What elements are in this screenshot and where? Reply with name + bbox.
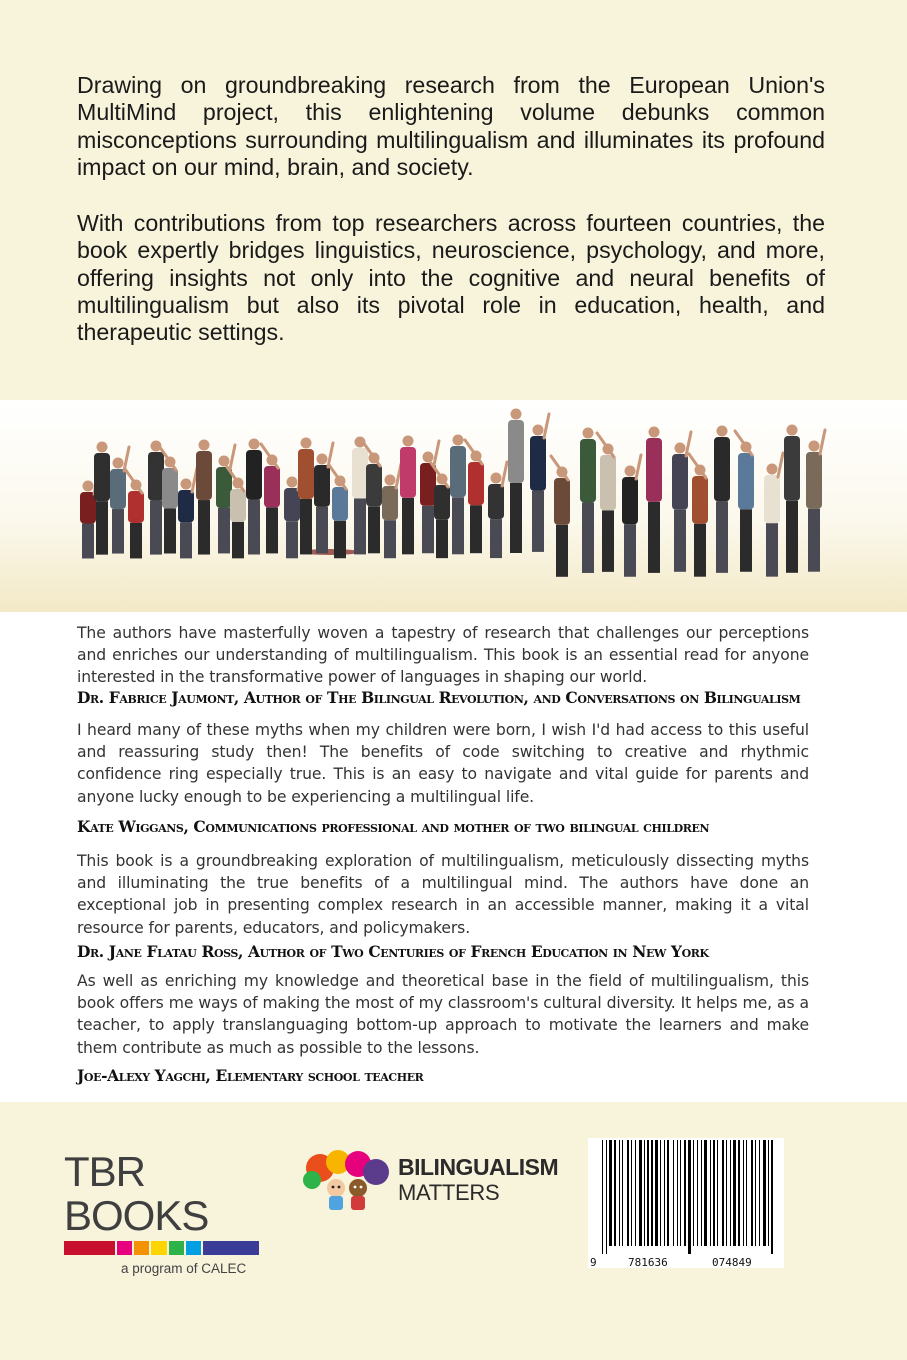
- barcode-bar: [710, 1140, 711, 1246]
- person-silhouette: [530, 414, 549, 552]
- person-silhouette: [94, 442, 110, 555]
- color-bar: [169, 1241, 184, 1255]
- barcode-bar: [726, 1140, 727, 1246]
- barcode-lead-digit: 9: [590, 1256, 597, 1269]
- barcode-bar: [644, 1140, 645, 1246]
- color-bar: [134, 1241, 149, 1255]
- person-silhouette: [646, 427, 662, 573]
- barcode-bar: [693, 1140, 694, 1246]
- person-silhouette: [465, 440, 484, 553]
- barcode-bar: [771, 1140, 773, 1254]
- barcode-bar: [684, 1140, 686, 1246]
- barcode-bar: [609, 1140, 612, 1246]
- person-silhouette: [764, 453, 783, 577]
- blurb-section: [0, 0, 907, 400]
- publisher-tagline: a program of CALEC: [121, 1261, 247, 1276]
- barcode-bar: [751, 1140, 753, 1246]
- barcode-bar: [655, 1140, 658, 1246]
- barcode-group-2: 074849: [712, 1256, 752, 1269]
- barcode-bar: [614, 1140, 616, 1246]
- color-bar: [203, 1241, 259, 1255]
- barcode-bar: [651, 1140, 653, 1246]
- barcode-bar: [606, 1140, 607, 1254]
- person-silhouette: [382, 464, 401, 558]
- color-bar-strip: [64, 1241, 259, 1255]
- endorsement-attribution-4: Joe-Alexy Yagchi, Elementary school teacher: [77, 1066, 424, 1085]
- barcode-bar: [704, 1140, 707, 1246]
- barcode-bar: [701, 1140, 702, 1246]
- endorsement-quote-1: The authors have masterfully woven a tapestry of research that challenges our perceptions and enriches our understanding of multilingualism. This book is an essential read for anyone interested in the transformative power of languages in shaping our world.: [77, 624, 809, 687]
- color-bar: [151, 1241, 166, 1255]
- partner-line-2: MATTERS: [398, 1180, 500, 1205]
- barcode-bar: [759, 1140, 760, 1246]
- barcode-bar: [738, 1140, 740, 1246]
- person-silhouette: [714, 426, 730, 573]
- barcode-bar: [664, 1140, 665, 1246]
- person-silhouette: [400, 436, 416, 555]
- barcode-bar: [763, 1140, 766, 1246]
- person-silhouette: [735, 431, 754, 572]
- barcode-bar: [673, 1140, 674, 1246]
- endorsement-quote-3: This book is a groundbreaking exploration of multilingualism, meticulously dissecting myths and illuminating the true benefits of a multilingual mind. The authors have done an exceptional job in presenting complex research in an accessible manner, making it a vital resource for parents, educators, and policymakers.: [77, 852, 809, 937]
- person-silhouette: [597, 433, 616, 572]
- barcode-bar: [680, 1140, 681, 1246]
- person-silhouette: [784, 425, 800, 573]
- person-silhouette: [488, 462, 507, 558]
- person-silhouette: [178, 468, 197, 558]
- tbr-books-logo: [64, 1150, 259, 1276]
- blurb-paragraph-1: Drawing on groundbreaking research from the European Union's MultiMind project, this enlightening volume debunks common misconceptions surrounding multilingualism and illuminates its profound impact on our mind, brain, and society.: [77, 72, 825, 180]
- barcode-bar: [743, 1140, 744, 1246]
- barcode-bar: [667, 1140, 669, 1246]
- person-silhouette: [622, 455, 641, 577]
- group-photo: [0, 400, 907, 612]
- person-silhouette: [246, 439, 262, 555]
- barcode-bar: [602, 1140, 603, 1254]
- endorsement-attribution-3: Dr. Jane Flatau Ross, Author of Two Centuries of French Education in New York: [77, 942, 709, 961]
- endorsement-quote-4: As well as enriching my knowledge and theoretical base in the field of multilingualism, this book offers me ways of making the most of my classroom's cultural diversity. It helps me, as a teacher, to apply translanguaging bottom-up approach to motivate the learners and make them contribute as much as possible to the lessons.: [77, 972, 809, 1057]
- barcode-bar: [622, 1140, 623, 1246]
- endorsements-section: [0, 612, 907, 1102]
- endorsement-quote-2: I heard many of these myths when my children were born, I wish I'd had access to this useful and reassuring study then! The benefits of code switching to creative and rhythmic confidence ring especially true. This is an easy to navigate and vital guide for parents and anyone lucky enough to be experiencing a multilingual life.: [77, 721, 809, 806]
- barcode-bar: [688, 1140, 691, 1254]
- barcode-bar: [755, 1140, 756, 1246]
- person-silhouette: [806, 430, 825, 572]
- publisher-name: TBR BOOKS: [64, 1148, 209, 1239]
- color-bar: [117, 1241, 132, 1255]
- person-silhouette: [125, 469, 144, 558]
- barcode-bar: [639, 1140, 642, 1246]
- person-silhouette: [298, 438, 314, 555]
- barcode-bar: [768, 1140, 769, 1246]
- barcode-group-1: 781636: [628, 1256, 668, 1269]
- barcode-bar: [746, 1140, 747, 1246]
- barcode-bar: [722, 1140, 724, 1246]
- person-silhouette: [551, 456, 570, 577]
- blurb-paragraph-2: With contributions from top researchers across fourteen countries, the book expertly bridges linguistics, neuroscience, psychology, and more, offering insights not only into the cognitive and neural benefits of multilingualism but also its pivotal role in education, health, and therapeutic settings.: [77, 210, 825, 346]
- person-silhouette: [450, 435, 466, 555]
- color-bar: [186, 1241, 201, 1255]
- group-photo-illustration: [0, 400, 907, 612]
- balloon-kids-icon: [302, 1150, 394, 1214]
- barcode-bar: [697, 1140, 698, 1246]
- endorsement-attribution-1: Dr. Fabrice Jaumont, Author of The Bilingual Revolution, and Conversations on Bilingualism: [77, 688, 801, 707]
- barcode-bar: [631, 1140, 632, 1246]
- barcode-bar: [717, 1140, 718, 1246]
- barcode-bar: [635, 1140, 636, 1246]
- isbn-barcode: [588, 1138, 784, 1268]
- person-silhouette: [314, 443, 333, 553]
- barcode-bar: [619, 1140, 620, 1246]
- barcode-bar: [730, 1140, 731, 1246]
- barcode-bar: [733, 1140, 736, 1246]
- barcode-bar: [713, 1140, 715, 1246]
- endorsement-attribution-2: Kate Wiggans, Communications professional and mother of two bilingual children: [77, 817, 710, 836]
- barcode-bar: [660, 1140, 661, 1246]
- person-silhouette: [580, 428, 596, 573]
- person-silhouette: [148, 441, 164, 555]
- barcode-bars: [588, 1138, 784, 1256]
- person-silhouette: [261, 444, 280, 553]
- barcode-bar: [647, 1140, 649, 1246]
- person-silhouette: [508, 409, 524, 554]
- person-silhouette: [110, 447, 129, 554]
- person-silhouette: [196, 440, 212, 555]
- barcode-bar: [677, 1140, 678, 1246]
- back-cover-footer: [0, 1102, 907, 1360]
- person-silhouette: [689, 454, 708, 577]
- person-silhouette: [352, 437, 368, 555]
- person-silhouette: [329, 465, 348, 558]
- barcode-bar: [627, 1140, 629, 1246]
- partner-line-1: BILINGUALISM: [398, 1154, 559, 1180]
- bilingualism-matters-logo: [302, 1150, 562, 1214]
- color-bar: [64, 1241, 115, 1255]
